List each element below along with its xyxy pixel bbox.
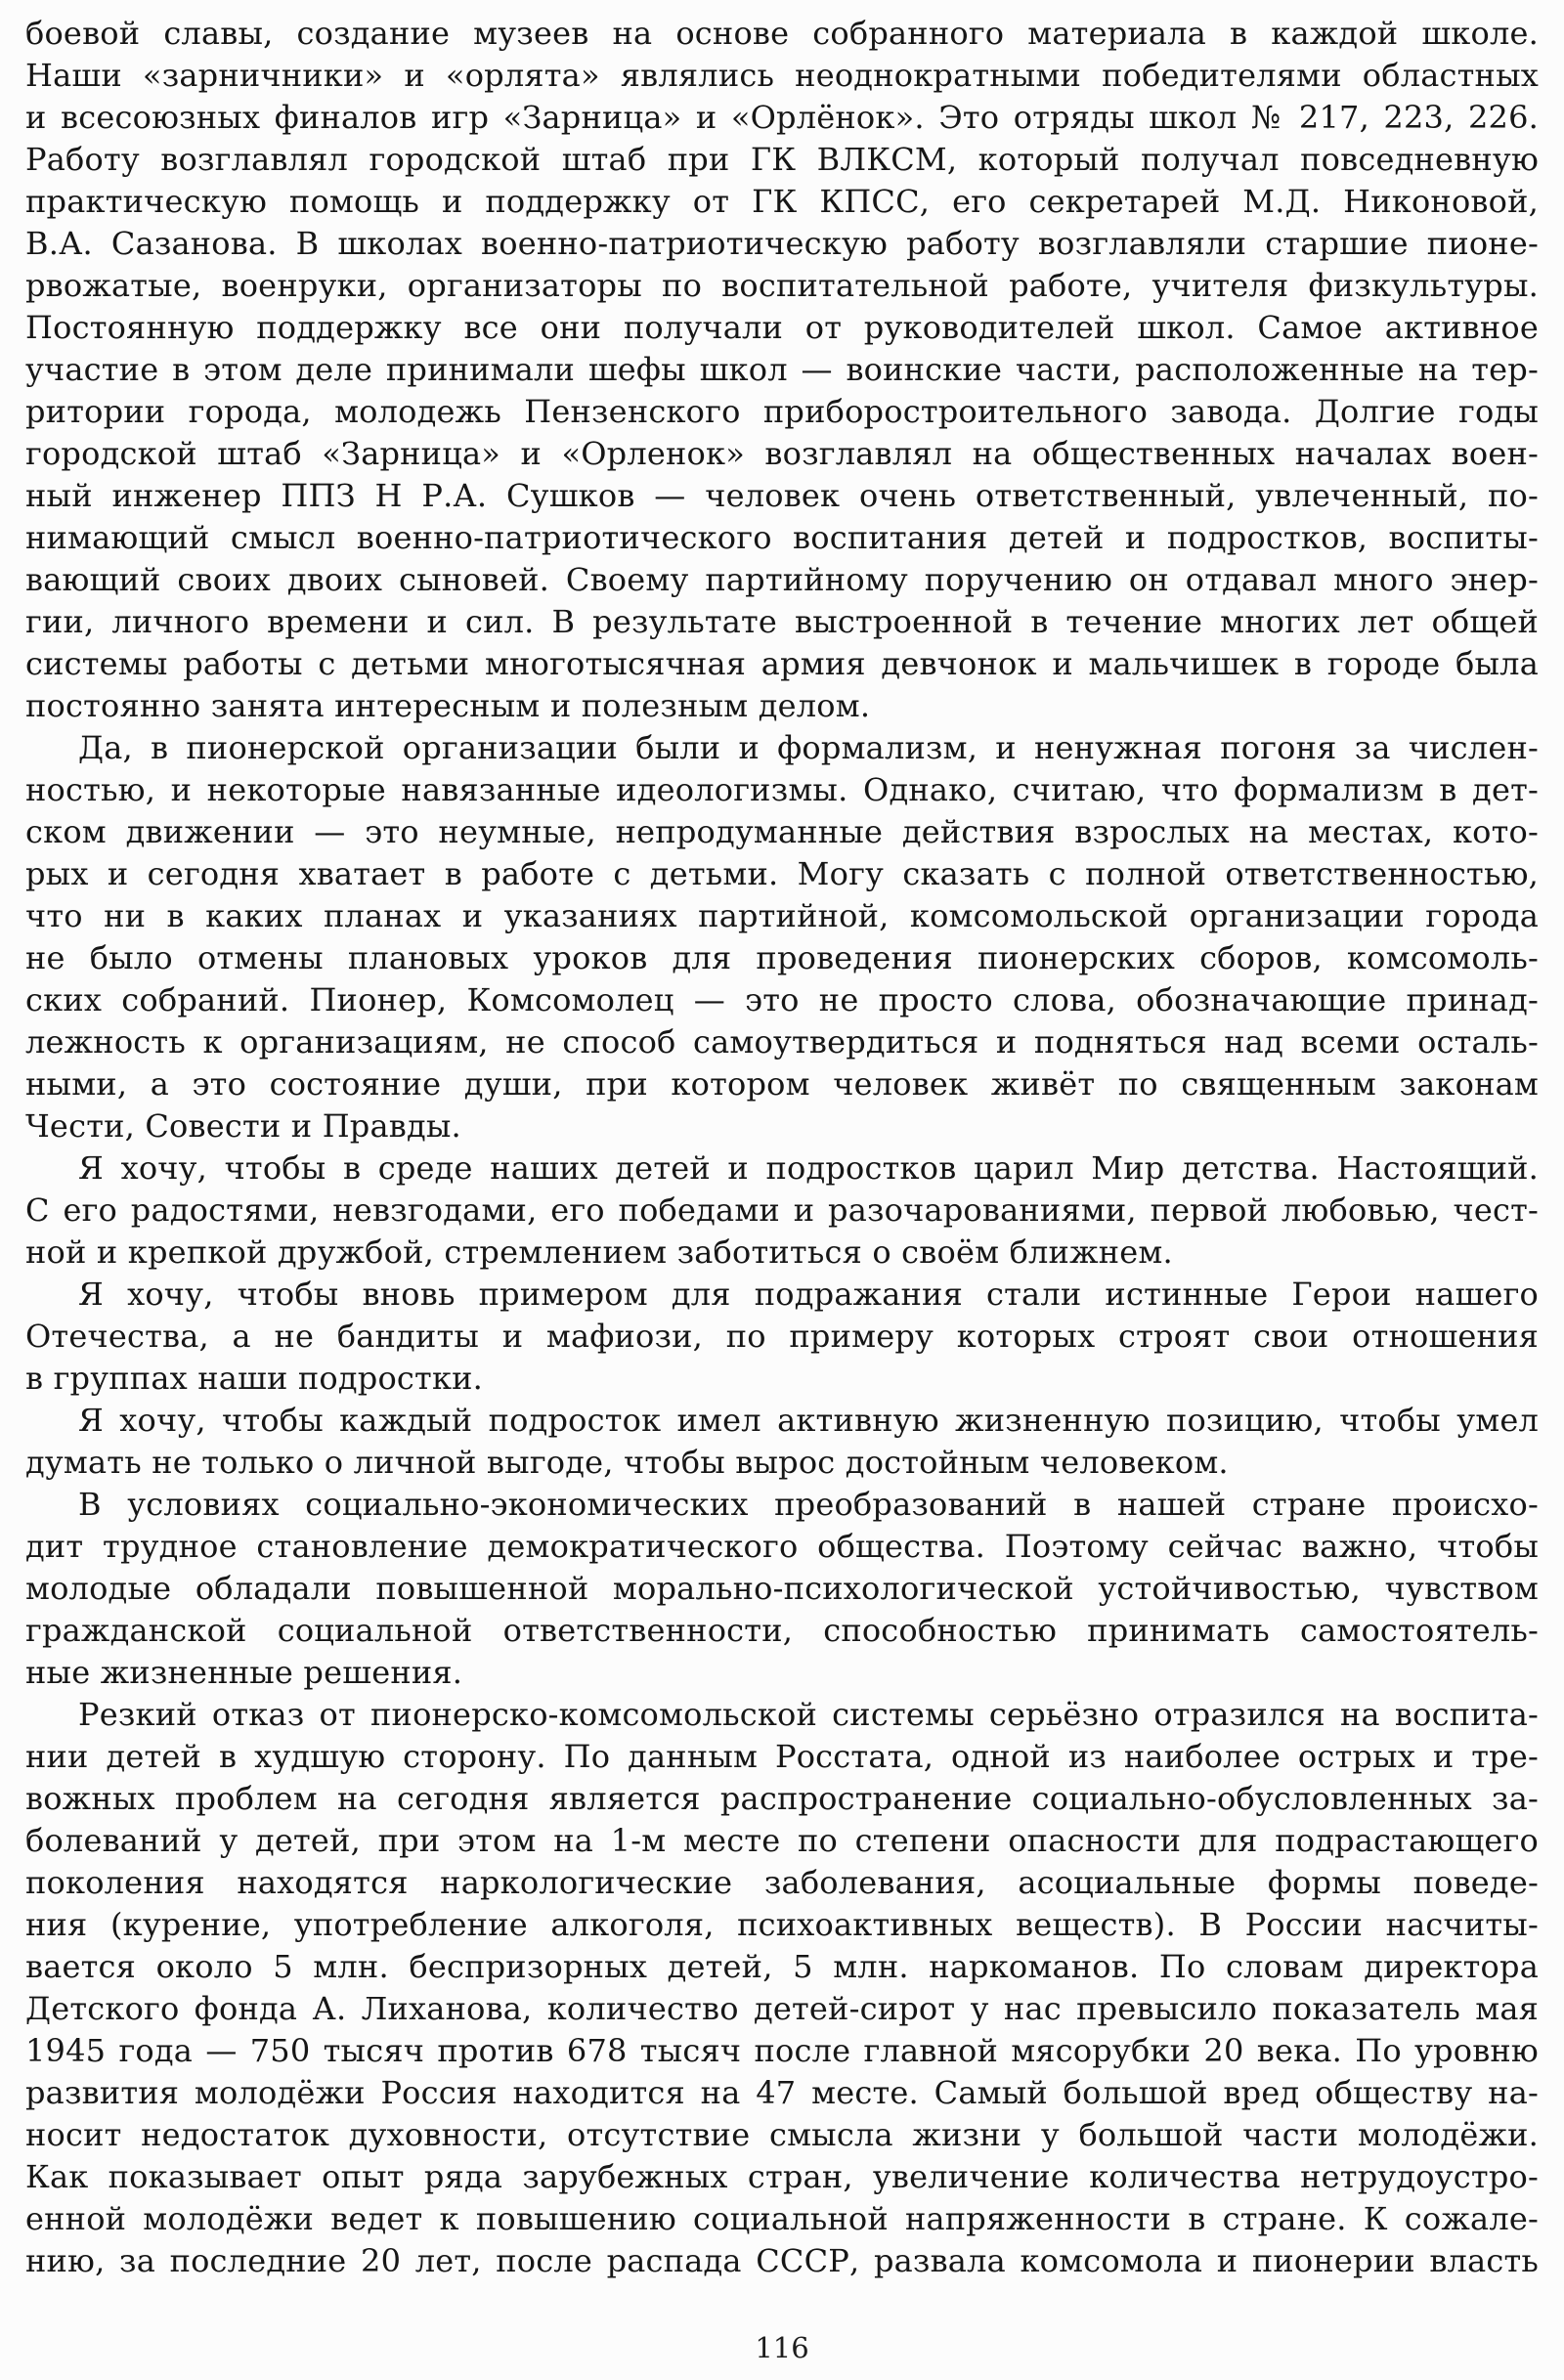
text-line: В.А. Сазанова. В школах военно-патриотическую работу возглавляли старшие пионе- xyxy=(25,225,1539,262)
page-text xyxy=(25,13,1539,2282)
text-line: в группах наши подростки. xyxy=(25,1360,484,1397)
text-line: и всесоюзных финалов игр «Зарница» и «Орлёнок». Это отряды школ № 217, 223, 226. xyxy=(25,99,1539,136)
text-line: ностью, и некоторые навязанные идеологизмы. Однако, считаю, что формализм в дет- xyxy=(25,771,1539,808)
text-line: Детского фонда А. Лиханова, количество детей-сирот у нас превысило показатель мая xyxy=(25,1990,1539,2027)
text-line: Я хочу, чтобы в среде наших детей и подростков царил Мир детства. Настоящий. xyxy=(78,1149,1539,1187)
text-line: рых и сегодня хватает в работе с детьми. Могу сказать с полной ответственностью, xyxy=(25,855,1539,892)
text-line: что ни в каких планах и указаниях партийной, комсомольской организации города xyxy=(25,897,1539,934)
text-line: ния (курение, употребление алкоголя, психоактивных веществ). В России насчиты- xyxy=(25,1906,1539,1943)
text-line: енной молодёжи ведет к повышению социальной напряженности в стране. К сожале- xyxy=(25,2200,1539,2237)
text-line: Я хочу, чтобы каждый подросток имел активную жизненную позицию, чтобы умел xyxy=(78,1402,1539,1439)
text-line: не было отмены плановых уроков для проведения пионерских сборов, комсомоль- xyxy=(25,939,1539,976)
text-line: молодые обладали повышенной морально-психологической устойчивостью, чувством xyxy=(25,1570,1539,1607)
text-line: участие в этом деле принимали шефы школ — воинские части, расположенные на тер- xyxy=(25,351,1539,388)
text-line: ный инженер ППЗ Н Р.А. Сушков — человек очень ответственный, увлеченный, по- xyxy=(25,477,1539,514)
text-line: системы работы с детьми многотысячная армия девчонок и мальчишек в городе была xyxy=(25,645,1539,682)
text-line: вающий своих двоих сыновей. Своему партийному поручению он отдавал много энер- xyxy=(25,561,1539,598)
text-line: болеваний у детей, при этом на 1-м месте по степени опасности для подрастающего xyxy=(25,1822,1539,1859)
text-line: вожных проблем на сегодня является распространение социально-обусловленных за- xyxy=(25,1780,1539,1817)
text-line: Чести, Совести и Правды. xyxy=(25,1107,461,1145)
text-line: гии, личного времени и сил. В результате выстроенной в течение многих лет общей xyxy=(25,603,1539,640)
text-line: ском движении — это неумные, непродуманные действия взрослых на местах, кото- xyxy=(25,813,1539,850)
text-line: поколения находятся наркологические заболевания, асоциальные формы поведе- xyxy=(25,1864,1539,1901)
text-line: постоянно занята интересным и полезным делом. xyxy=(25,687,871,724)
text-line: Я хочу, чтобы вновь примером для подражания стали истинные Герои нашего xyxy=(78,1276,1539,1313)
text-line: Отечества, а не бандиты и мафиози, по примеру которых строят свои отношения xyxy=(25,1318,1539,1355)
text-line: гражданской социальной ответственности, способностью принимать самостоятель- xyxy=(25,1612,1539,1649)
text-line: нимающий смысл военно-патриотического воспитания детей и подростков, воспиты- xyxy=(25,519,1539,556)
text-line: Да, в пионерской организации были и формализм, и ненужная погоня за числен- xyxy=(78,729,1539,766)
text-line: Наши «зарничники» и «орлята» являлись неоднократными победителями областных xyxy=(25,57,1539,94)
text-line: ритории города, молодежь Пензенского приборостроительного завода. Долгие годы xyxy=(25,393,1539,430)
text-line: дит трудное становление демократического общества. Поэтому сейчас важно, чтобы xyxy=(25,1528,1539,1565)
text-line: ными, а это состояние души, при котором человек живёт по священным законам xyxy=(25,1065,1539,1103)
text-line: думать не только о личной выгоде, чтобы вырос достойным человеком. xyxy=(25,1444,1229,1481)
text-line: С его радостями, невзгодами, его победами и разочарованиями, первой любовью, чест- xyxy=(25,1191,1539,1229)
text-line: носит недостаток духовности, отсутствие смысла жизни у большой части молодёжи. xyxy=(25,2116,1539,2153)
text-line: В условиях социально-экономических преобразований в нашей стране происхо- xyxy=(78,1486,1539,1523)
text-line: рвожатые, военруки, организаторы по воспитательной работе, учителя физкультуры. xyxy=(25,267,1539,304)
text-line: ной и крепкой дружбой, стремлением заботиться о своём ближнем. xyxy=(25,1233,1173,1271)
page-number: 116 xyxy=(755,2331,809,2364)
text-line: нию, за последние 20 лет, после распада СССР, развала комсомола и пионерии власть xyxy=(25,2242,1539,2279)
text-line: городской штаб «Зарница» и «Орленок» возглавлял на общественных началах воен- xyxy=(25,435,1539,472)
text-line: лежность к организациям, не способ самоутвердиться и подняться над всеми осталь- xyxy=(25,1023,1539,1060)
text-line: развития молодёжи Россия находится на 47 месте. Самый большой вред обществу на- xyxy=(25,2074,1539,2111)
text-line: практическую помощь и поддержку от ГК КПСС, его секретарей М.Д. Никоновой, xyxy=(25,183,1539,220)
text-line: Постоянную поддержку все они получали от руководителей школ. Самое активное xyxy=(25,309,1539,346)
text-line: 1945 года — 750 тысяч против 678 тысяч после главной мясорубки 20 века. По уровню xyxy=(25,2032,1539,2069)
text-line: Как показывает опыт ряда зарубежных стран, увеличение количества нетрудоустро- xyxy=(25,2158,1539,2195)
text-line: нии детей в худшую сторону. По данным Росстата, одной из наиболее острых и тре- xyxy=(25,1738,1539,1775)
text-line: боевой славы, создание музеев на основе собранного материала в каждой школе. xyxy=(25,15,1539,52)
text-line: Резкий отказ от пионерско-комсомольской системы серьёзно отразился на воспита- xyxy=(78,1696,1539,1733)
text-line: Работу возглавлял городской штаб при ГК ВЛКСМ, который получал повседневную xyxy=(25,141,1539,178)
text-line: вается около 5 млн. беспризорных детей, 5 млн. наркоманов. По словам директора xyxy=(25,1948,1539,1985)
text-line: ских собраний. Пионер, Комсомолец — это не просто слова, обозначающие принад- xyxy=(25,981,1539,1018)
text-line: ные жизненные решения. xyxy=(25,1654,463,1691)
